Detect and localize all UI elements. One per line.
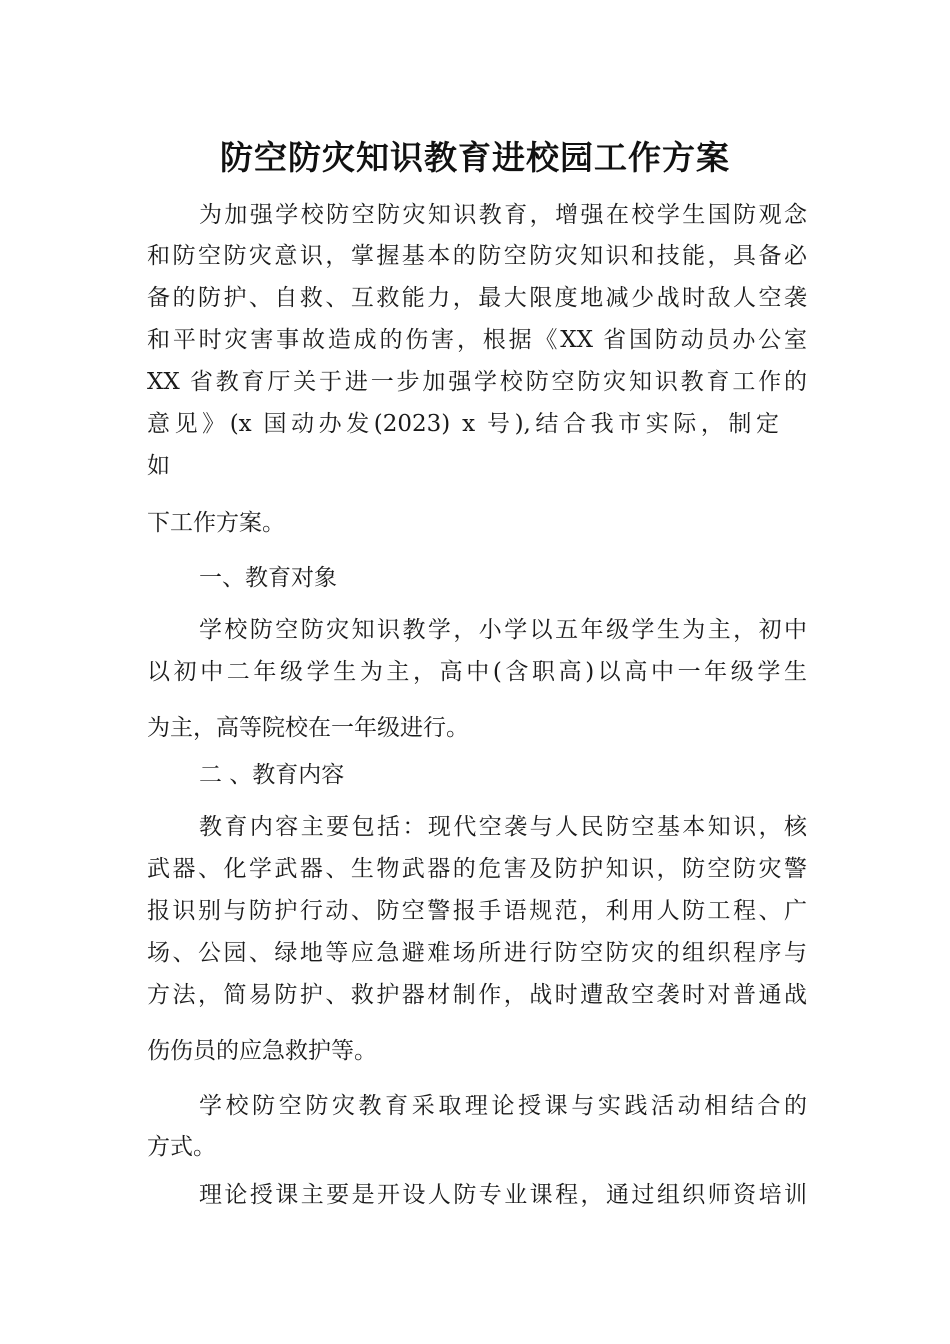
paragraph-line: 学校防空防灾知识教学，小学以五年级学生为主，初中 — [199, 617, 807, 643]
paragraph-line: 理论授课主要是开设人防专业课程，通过组织师资培训 — [199, 1182, 807, 1208]
paragraph-line: 为主，高等院校在一年级进行。 — [147, 715, 469, 741]
document-title: 防空防灾知识教育进校园工作方案 — [220, 138, 730, 177]
paragraph-line: 武器、化学武器、生物武器的危害及防护知识，防空防灾警 — [147, 856, 807, 882]
paragraph-line: 和平时灾害事故造成的伤害，根据《XX 省国防动员办公室 — [147, 327, 807, 353]
paragraph-line: 报识别与防护行动、防空警报手语规范，利用人防工程、广 — [147, 898, 807, 924]
paragraph-line: 备的防护、自救、互救能力，最大限度地减少战时敌人空袭 — [147, 285, 807, 311]
paragraph-line: 意见》(x 国动办发(2023) x 号),结合我市实际，制定 — [147, 411, 779, 437]
section-heading: 一、教育对象 — [199, 565, 337, 591]
paragraph-line: 如 — [147, 453, 170, 479]
paragraph-line: 和防空防灾意识，掌握基本的防空防灾知识和技能，具备必 — [147, 243, 807, 269]
paragraph-line: 为加强学校防空防灾知识教育，增强在校学生国防观念 — [199, 202, 807, 228]
paragraph-line: 场、公园、绿地等应急避难场所进行防空防灾的组织程序与 — [147, 940, 807, 966]
section-heading: 二 、教育内容 — [199, 762, 345, 788]
paragraph-line: 教育内容主要包括：现代空袭与人民防空基本知识，核 — [199, 814, 807, 840]
paragraph-line: 学校防空防灾教育采取理论授课与实践活动相结合的 — [199, 1093, 807, 1119]
paragraph-line: 以初中二年级学生为主，高中(含职高)以高中一年级学生 — [147, 659, 807, 685]
paragraph-line: XX 省教育厅关于进一步加强学校防空防灾知识教育工作的 — [147, 369, 807, 395]
paragraph-line: 方式。 — [147, 1134, 216, 1160]
paragraph-line: 下工作方案。 — [147, 510, 285, 536]
paragraph-line: 伤伤员的应急救护等。 — [147, 1038, 377, 1064]
paragraph-line: 方法，简易防护、救护器材制作，战时遭敌空袭时对普通战 — [147, 982, 807, 1008]
